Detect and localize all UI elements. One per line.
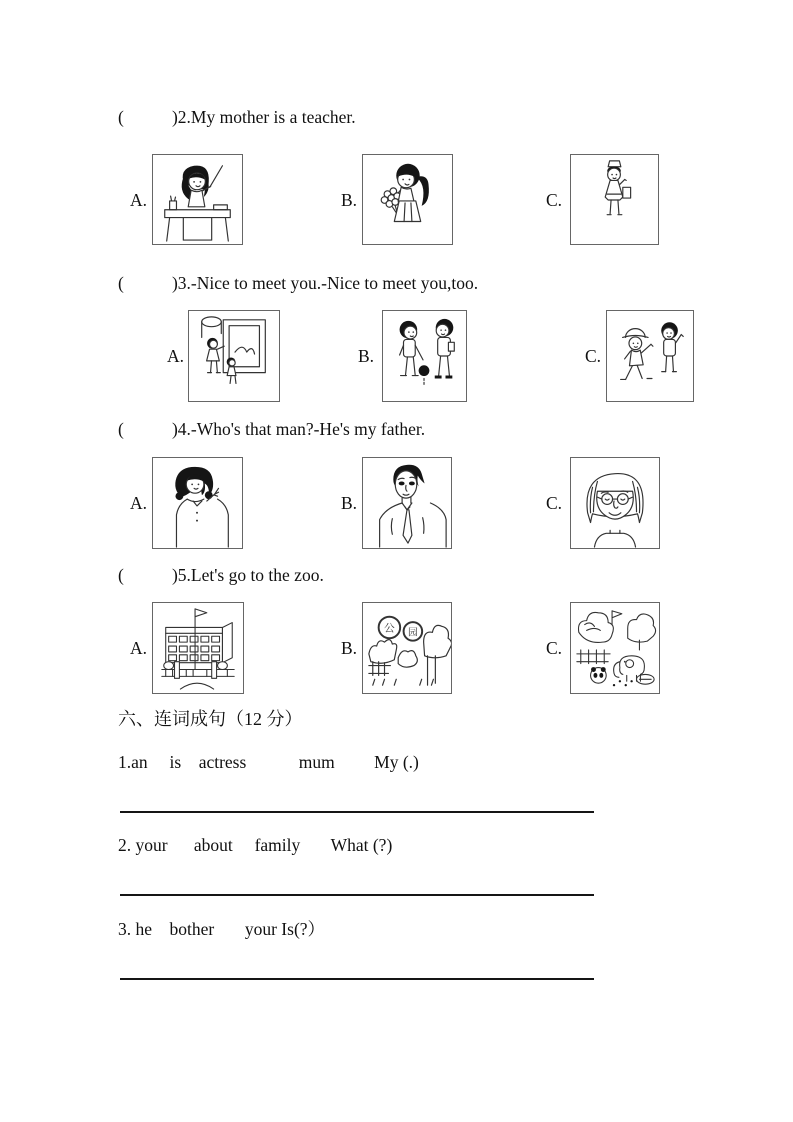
rearrange-item-1: 1.an is actress mum My (.) xyxy=(118,752,419,772)
q4-option-c-label: C. xyxy=(546,493,563,513)
nurse-icon xyxy=(571,155,658,244)
man-with-tie-icon xyxy=(363,458,451,548)
q4-option-b-label: B. xyxy=(341,493,358,513)
q2-option-b-label: B. xyxy=(341,190,358,210)
q4-option-b-box xyxy=(362,457,452,549)
q2-option-c-label: C. xyxy=(546,190,563,210)
q4-option-c-box xyxy=(570,457,660,549)
answer-line-2 xyxy=(120,894,594,896)
young-woman-waving-icon xyxy=(153,458,242,548)
rearrange-item-3: 3. he bother your Is(?） xyxy=(118,919,326,939)
q3-option-a-box xyxy=(188,310,280,402)
park-sign-right-char: 园 xyxy=(407,627,418,639)
q5-option-c-label: C. xyxy=(546,638,563,658)
zoo-scene-icon xyxy=(571,603,659,693)
q5-option-a-box xyxy=(152,602,244,694)
answer-line-3 xyxy=(120,978,594,980)
q3-option-a-label: A. xyxy=(167,346,185,366)
question-5-text: ( )5.Let's go to the zoo. xyxy=(118,565,324,585)
rearrange-item-2: 2. your about family What (?) xyxy=(118,835,393,855)
q3-option-b-box xyxy=(382,310,467,402)
q5-option-a-label: A. xyxy=(130,638,148,658)
grandma-glasses-icon xyxy=(571,458,659,548)
q3-option-c-label: C. xyxy=(585,346,602,366)
question-3-text: ( )3.-Nice to meet you.-Nice to meet you,too. xyxy=(118,273,479,293)
q5-option-b-box xyxy=(362,602,452,694)
park-sign-left-char: 公 xyxy=(384,622,395,635)
woman-with-flowers-icon xyxy=(363,155,452,244)
q5-option-c-box xyxy=(570,602,660,694)
school-building-icon xyxy=(153,603,243,693)
section-6-heading: 六、连词成句（12 分） xyxy=(118,709,303,729)
question-4-text: ( )4.-Who's that man?-He's my father. xyxy=(118,419,426,439)
q3-option-c-box xyxy=(606,310,694,402)
park-gate-icon xyxy=(363,603,451,693)
q4-option-a-label: A. xyxy=(130,493,148,513)
q3-option-b-label: B. xyxy=(358,346,375,366)
teacher-at-desk-icon xyxy=(153,155,242,244)
q2-option-a-label: A. xyxy=(130,190,148,210)
q4-option-a-box xyxy=(152,457,243,549)
mother-child-picture-icon xyxy=(189,311,279,401)
q2-option-b-box xyxy=(362,154,453,245)
q2-option-a-box xyxy=(152,154,243,245)
question-2-text: ( )2.My mother is a teacher. xyxy=(118,107,356,127)
q5-option-b-label: B. xyxy=(341,638,358,658)
q2-option-c-box xyxy=(570,154,659,245)
two-boys-ball-icon xyxy=(383,311,466,401)
kids-waving-icon xyxy=(607,311,693,401)
answer-line-1 xyxy=(120,811,594,813)
